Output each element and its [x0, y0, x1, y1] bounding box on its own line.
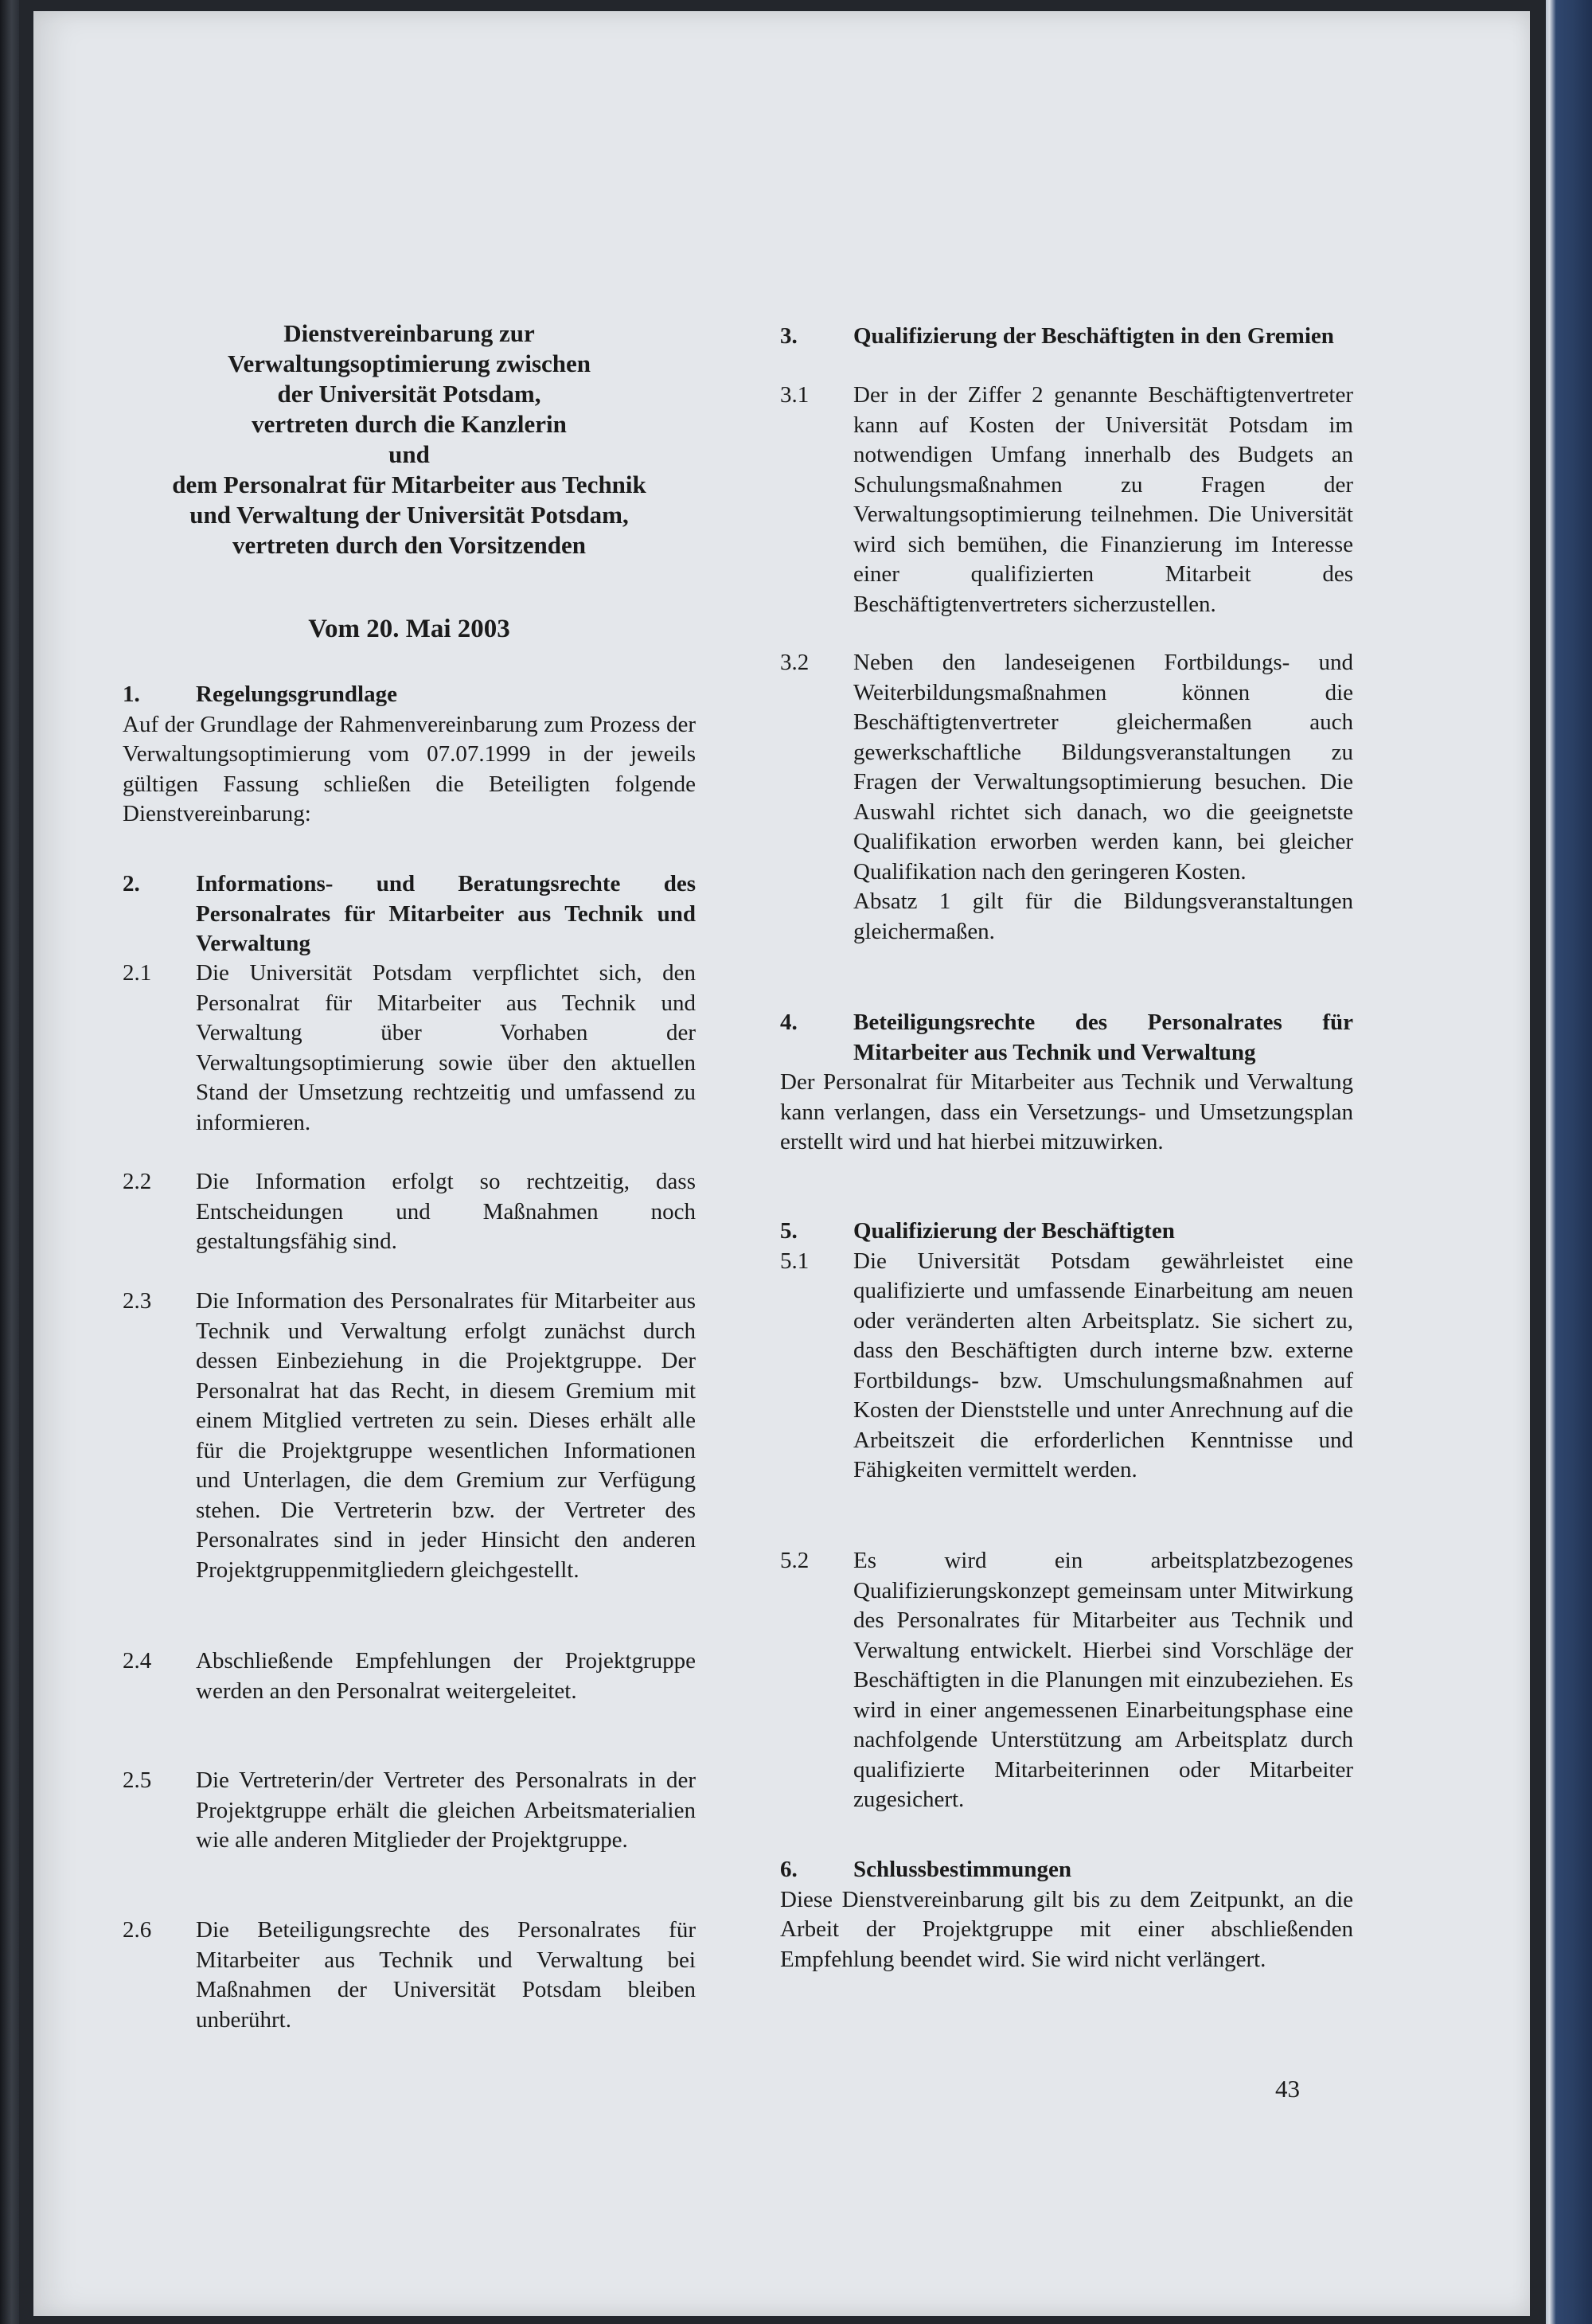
paragraph-number: 2.6 [123, 1917, 152, 1943]
section-4 [780, 1008, 1353, 1158]
section-text: Diese Dienstvereinbarung gilt bis zu dem Zeitpunkt, an die Arbeit der Projektgruppe mit einer abschließenden Empfehlung beendet wird. Sie wird nicht verlängert. [780, 1886, 1353, 1972]
section-heading [780, 322, 1353, 352]
paragraph-text: Die Universität Potsdam gewährleistet eine qualifizierte und umfassende Einarbeitung am neuen oder veränderten alten Arbeitsplatz. Sie sichert zu, dass den Beschäftigten durch interne bzw. externe Fortbildungs- bzw. Umschulungsmaßnahmen auf Kosten der Dienststelle und unter Anrechnung auf die Arbeitszeit die erforderlichen Kenntnisse und Fähigkeiten vermittelt werden. [853, 1248, 1353, 1482]
paragraph-2-3 [123, 1287, 696, 1585]
paragraph-5-1 [780, 1247, 1353, 1486]
paragraph-5-2 [780, 1546, 1353, 1815]
paragraph-number: 2.1 [123, 960, 152, 986]
paragraph-2-6 [123, 1916, 696, 2035]
section-title: Informations- und Beratungsrechte des Personalrates für Mitarbeiter aus Technik und Verwaltung [196, 871, 696, 956]
paragraph-text: Es wird ein arbeitsplatzbezogenes Qualifizierungskonzept gemeinsam unter Mitwirkung des Personalrates für Mitarbeiter aus Technik und Verwaltung entwickelt. Hierbei sind Vorschläge der Beschäftigten in die Planungen mit einzubeziehen. Es wird in einer angemessenen Einarbeitungsphase eine nachfolgende Unterstützung am Arbeitsplatz durch qualifizierte Mitarbeiterinnen oder Mitarbeiter zugesichert. [853, 1548, 1353, 1812]
section-title: Regelungsgrundlage [196, 682, 397, 707]
section-number: 5. [780, 1218, 798, 1244]
section-number: 1. [123, 682, 140, 707]
title-line: dem Personalrat für Mitarbeiter aus Technik [172, 471, 646, 498]
title-line: vertreten durch die Kanzlerin [252, 410, 567, 438]
book-binding [0, 0, 19, 2324]
section-heading [780, 1855, 1353, 1885]
section-5 [780, 1217, 1353, 1486]
paragraph-number: 3.1 [780, 382, 810, 408]
section-6 [780, 1855, 1353, 1974]
paragraph-text: Absatz 1 gilt für die Bildungsveranstaltungen gleichermaßen. [853, 889, 1353, 944]
title-line: der Universität Potsdam, [277, 380, 541, 408]
paragraph-number: 2.3 [123, 1288, 152, 1314]
section-2 [123, 869, 696, 959]
paragraph-text: Die Beteiligungsrechte des Personalrates für Mitarbeiter aus Technik und Verwaltung bei Maßnahmen der Universität Potsdam bleiben unberührt. [196, 1917, 696, 2033]
paragraph-number: 2.4 [123, 1648, 152, 1674]
title-line: vertreten durch den Vorsitzenden [232, 531, 587, 559]
paragraph-text: Neben den landeseigenen Fortbildungs- und Weiterbildungsmaßnahmen können die Beschäftigtenvertreter gleichermaßen auch gewerkschaftliche Bildungsveranstaltungen zu Fragen der Verwaltungsoptimierung besuchen. Die Auswahl richtet sich danach, wo die geeignetste Qualifikation erworben werden kann, bei gleicher Qualifikation nach den geringeren Kosten. [853, 650, 1353, 885]
document-title [123, 318, 696, 560]
book-cover-edge [1546, 0, 1592, 2324]
title-line: und Verwaltung der Universität Potsdam, [189, 501, 629, 529]
title-line: und [388, 440, 430, 468]
section-1 [123, 680, 696, 830]
section-heading [780, 1217, 1353, 1247]
section-title: Beteiligungsrechte des Personalrates für Mitarbeiter aus Technik und Verwaltung [853, 1010, 1353, 1065]
paragraph-number: 5.1 [780, 1248, 810, 1274]
section-heading [123, 869, 696, 959]
paragraph-2-2 [123, 1167, 696, 1257]
paragraph-text: Die Information erfolgt so rechtzeitig, dass Entscheidungen und Maßnahmen noch gestaltungsfähig sind. [196, 1169, 696, 1254]
paragraph-2-4 [123, 1646, 696, 1706]
section-title: Qualifizierung der Beschäftigten [853, 1218, 1175, 1244]
paragraph-text: Abschließende Empfehlungen der Projektgruppe werden an den Personalrat weitergeleitet. [196, 1648, 696, 1704]
section-3 [780, 322, 1353, 352]
section-number: 6. [780, 1857, 798, 1882]
section-heading [123, 680, 696, 710]
paragraph-number: 5.2 [780, 1548, 810, 1573]
paragraph-2-1 [123, 959, 696, 1138]
paragraph-number: 2.5 [123, 1767, 152, 1793]
paragraph-number: 2.2 [123, 1169, 152, 1194]
section-text: Der Personalrat für Mitarbeiter aus Technik und Verwaltung kann verlangen, dass ein Versetzungs- und Umsetzungsplan erstellt wird und hat hierbei mitzuwirken. [780, 1069, 1353, 1154]
paragraph-3-1 [780, 381, 1353, 619]
document-date: Vom 20. Mai 2003 [308, 615, 510, 643]
section-number: 4. [780, 1010, 798, 1035]
title-line: Verwaltungsoptimierung zwischen [227, 350, 591, 377]
paragraph-3-2 [780, 648, 1353, 947]
paragraph-text: Die Universität Potsdam verpflichtet sich, den Personalrat für Mitarbeiter aus Technik und Verwaltung über Vorhaben der Verwaltungsoptimierung sowie über den aktuellen Stand der Umsetzung rechtzeitig und umfassend zu informieren. [196, 960, 696, 1135]
paragraph-number: 3.2 [780, 650, 810, 675]
paragraph-text: Die Information des Personalrates für Mitarbeiter aus Technik und Verwaltung erfolgt zunächst durch dessen Einbeziehung in die Projektgruppe. Der Personalrat hat das Recht, in diesem Gremium mit einem Mitglied vertreten zu sein. Dieses erhält alle für die Projektgruppe wesentlichen Informationen und Unterlagen, die dem Gremium zur Verfügung stehen. Die Vertreterin bzw. der Vertreter des Personalrates sind in jeder Hinsicht den anderen Projektgruppenmitgliedern gleichgestellt. [196, 1288, 696, 1583]
section-heading [780, 1008, 1353, 1068]
section-number: 3. [780, 323, 798, 349]
paragraph-text: Die Vertreterin/der Vertreter des Personalrats in der Projektgruppe erhält die gleichen Arbeitsmaterialien wie alle anderen Mitglieder der Projektgruppe. [196, 1767, 696, 1853]
paragraph-text: Der in der Ziffer 2 genannte Beschäftigtenvertreter kann auf Kosten der Universität Potsdam im notwendigen Umfang innerhalb des Budgets an Schulungsmaßnahmen zu Fragen der Verwaltungsoptimierung teilnehmen. Die Universität wird sich bemühen, die Finanzierung im Interesse einer qualifizierten Mitarbeit des Beschäftigtenvertreters sicherzustellen. [853, 382, 1353, 617]
section-title: Schlussbestimmungen [853, 1857, 1071, 1882]
section-number: 2. [123, 871, 140, 896]
section-text: Auf der Grundlage der Rahmenvereinbarung zum Prozess der Verwaltungsoptimierung vom 07.07.1999 in der jeweils gültigen Fassung schließen die Beteiligten folgende Dienstvereinbarung: [123, 711, 696, 826]
document-page [33, 11, 1530, 2316]
page-number: 43 [1275, 2075, 1300, 2103]
title-line: Dienstvereinbarung zur [283, 319, 535, 347]
section-title: Qualifizierung der Beschäftigten in den Gremien [853, 323, 1334, 349]
paragraph-2-5 [123, 1766, 696, 1856]
